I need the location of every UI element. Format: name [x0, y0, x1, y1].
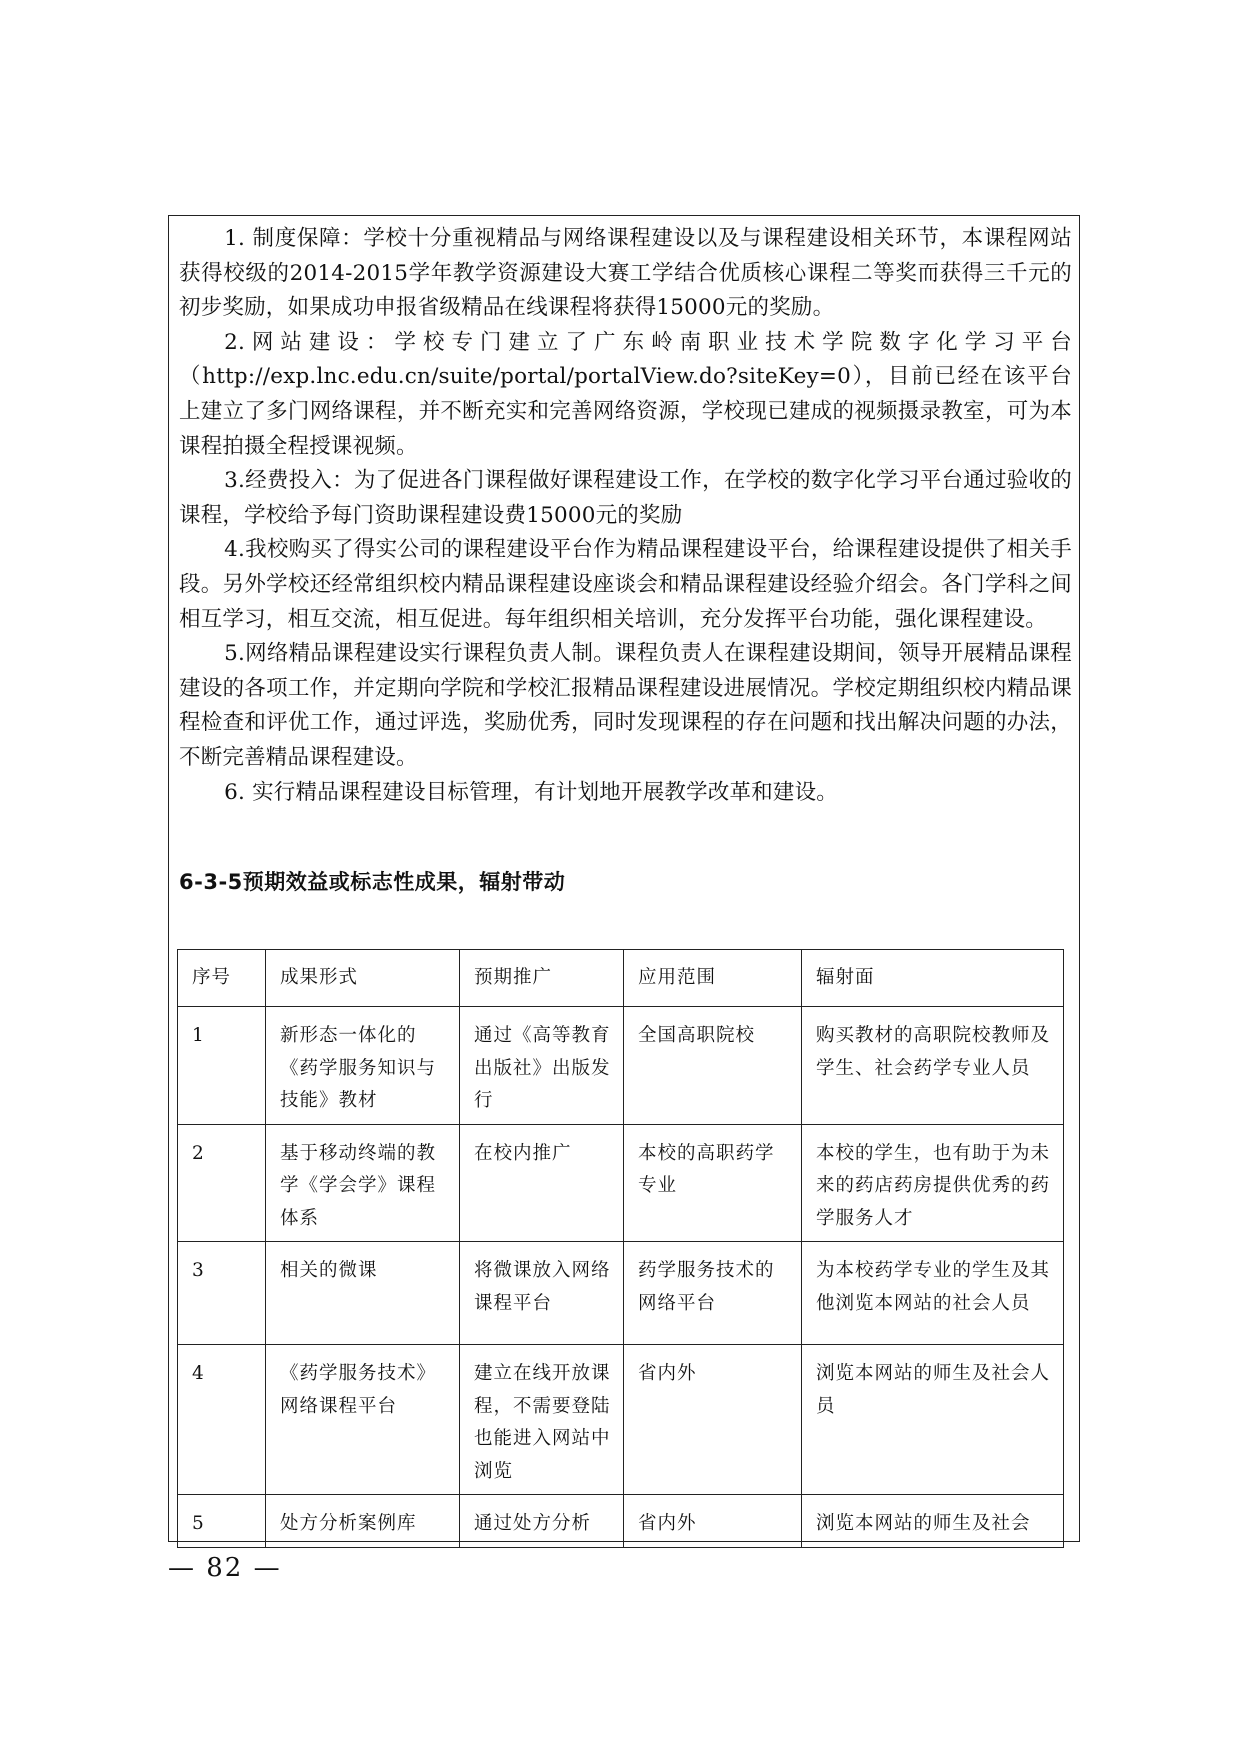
- body-text: [179, 222, 1072, 810]
- table-cell: 省内外: [624, 1345, 802, 1495]
- table-cell: 新形态一体化的《药学服务知识与技能》教材: [266, 1007, 460, 1125]
- table-cell: 药学服务技术的网络平台: [624, 1242, 802, 1345]
- table-cell: 本校的高职药学专业: [624, 1124, 802, 1242]
- header-cell-scope: 应用范围: [624, 950, 802, 1007]
- paragraph-4: 4.我校购买了得实公司的课程建设平台作为精品课程建设平台，给课程建设提供了相关手段。另外学校还经常组织校内精品课程建设座谈会和精品课程建设经验介绍会。各门学科之间相互学习，相互交流，相互促进。每年组织相关培训，充分发挥平台功能，强化课程建设。: [179, 537, 1072, 632]
- table-cell: 《药学服务技术》网络课程平台: [266, 1345, 460, 1495]
- header-cell-radiation: 辐射面: [802, 950, 1064, 1007]
- table-cell: 为本校药学专业的学生及其他浏览本网站的社会人员: [802, 1242, 1064, 1345]
- table-cell: 在校内推广: [460, 1124, 624, 1242]
- table-cell: 处方分析案例库: [266, 1495, 460, 1548]
- paragraph-6: 6. 实行精品课程建设目标管理，有计划地开展教学改革和建设。: [224, 779, 838, 805]
- table-cell: 浏览本网站的师生及社会: [802, 1495, 1064, 1548]
- header-cell-promotion: 预期推广: [460, 950, 624, 1007]
- page-number: — 82 —: [168, 1553, 282, 1583]
- table-row: [178, 1124, 1064, 1242]
- table-cell: 3: [178, 1242, 266, 1345]
- table-cell: 通过处方分析: [460, 1495, 624, 1548]
- table-cell: 基于移动终端的教学《学会学》课程体系: [266, 1124, 460, 1242]
- paragraph-3: 3.经费投入：为了促进各门课程做好课程建设工作，在学校的数字化学习平台通过验收的课程，学校给予每门资助课程建设费15000元的奖励: [179, 468, 1072, 528]
- paragraph-5: 5.网络精品课程建设实行课程负责人制。课程负责人在课程建设期间，领导开展精品课程建设的各项工作，并定期向学院和学校汇报精品课程建设进展情况。学校定期组织校内精品课程检查和评优工作，通过评选，奖励优秀，同时发现课程的存在问题和找出解决问题的办法，不断完善精品课程建设。: [179, 641, 1072, 770]
- table-cell: 建立在线开放课程，不需要登陆也能进入网站中浏览: [460, 1345, 624, 1495]
- content-frame: [168, 215, 1080, 1542]
- table-cell: 2: [178, 1124, 266, 1242]
- paragraph-2: 2.网站建设：学校专门建立了广东岭南职业技术学院数字化学习平台（http://exp.lnc.edu.cn/suite/portal/portalView.do?siteKey=0），目前已经在该平台上建立了多门网络课程，并不断充实和完善网络资源，学校现已建成的视频摄录教室，可为本课程拍摄全程授课视频。: [179, 329, 1072, 459]
- table-cell: 浏览本网站的师生及社会人员: [802, 1345, 1064, 1495]
- table-header-row: [178, 950, 1064, 1007]
- table-cell: 购买教材的高职院校教师及学生、社会药学专业人员: [802, 1007, 1064, 1125]
- table-cell: 全国高职院校: [624, 1007, 802, 1125]
- table-cell: 将微课放入网络课程平台: [460, 1242, 624, 1345]
- table-row: [178, 1007, 1064, 1125]
- table-row: [178, 1242, 1064, 1345]
- table-cell: 4: [178, 1345, 266, 1495]
- table-row: [178, 1495, 1064, 1548]
- paragraph-1: 1. 制度保障：学校十分重视精品与网络课程建设以及与课程建设相关环节，本课程网站获得校级的2014-2015学年教学资源建设大赛工学结合优质核心课程二等奖而获得三千元的初步奖励，如果成功申报省级精品在线课程将获得15000元的奖励。: [179, 226, 1072, 321]
- table-cell: 本校的学生，也有助于为未来的药店药房提供优秀的药学服务人才: [802, 1124, 1064, 1242]
- table-cell: 相关的微课: [266, 1242, 460, 1345]
- table-cell: 通过《高等教育出版社》出版发行: [460, 1007, 624, 1125]
- header-cell-index: 序号: [178, 950, 266, 1007]
- table-row: [178, 1345, 1064, 1495]
- results-table: [177, 949, 1064, 1548]
- table-cell: 5: [178, 1495, 266, 1548]
- table-cell: 省内外: [624, 1495, 802, 1548]
- header-cell-form: 成果形式: [266, 950, 460, 1007]
- table-cell: 1: [178, 1007, 266, 1125]
- section-title: 6-3-5预期效益或标志性成果，辐射带动: [179, 870, 566, 894]
